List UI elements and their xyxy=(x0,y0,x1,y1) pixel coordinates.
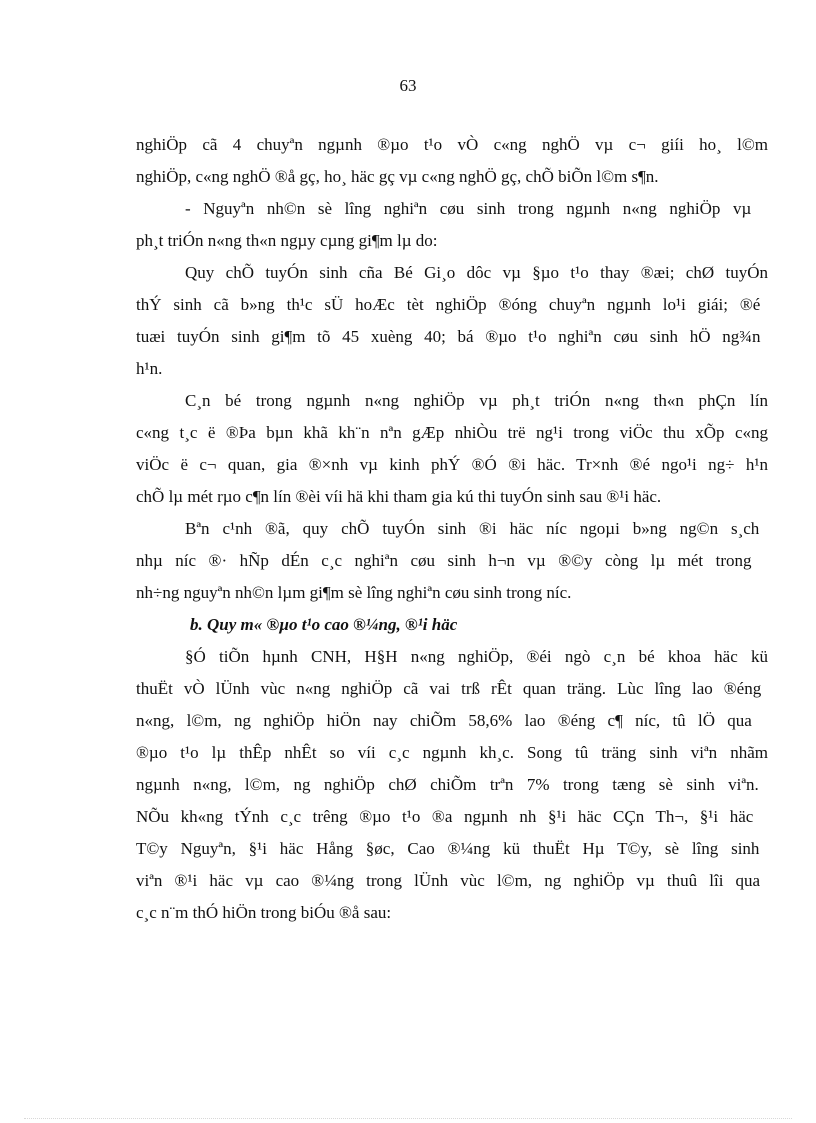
body-line: nghiÖp, c«ng nghÖ ®å gç, ho¸ häc gç vµ c«ng nghÖ gç, chÕ biÕn l©m s¶n. xyxy=(136,167,659,186)
page-number: 63 xyxy=(399,76,417,95)
body-line: NÕu kh«ng tÝnh c¸c trêng ®µo t¹o ®a ngµnh nh §¹i häc CÇn Th¬, §¹i häc xyxy=(136,807,754,826)
body-line: ngµnh n«ng, l©m, ng nghiÖp chØ chiÕm trªn 7% trong tæng sè sinh viªn. xyxy=(136,775,759,794)
body-line: n«ng, l©m, ng nghiÖp hiÖn nay chiÕm 58,6% lao ®éng c¶ níc, tû lÖ qua xyxy=(136,711,752,730)
body-line: c¸c n¨m thÓ hiÖn trong biÓu ®å sau: xyxy=(136,903,392,922)
body-line: ®µo t¹o lµ thÊp nhÊt so víi c¸c ngµnh kh¸c. Song tû träng sinh viªn nhãm xyxy=(136,743,768,762)
body-line: thÝ sinh cã b»ng th¹c sÜ hoÆc tèt nghiÖp ®óng chuyªn ngµnh lo¹i giái; ®é xyxy=(136,295,761,314)
body-line: viªn ®¹i häc vµ cao ®¼ng trong lÜnh vùc l©m, ng nghiÖp vµ thuû lîi qua xyxy=(136,871,761,890)
section-heading: b. Quy m« ®µo t¹o cao ®¼ng, ®¹i häc xyxy=(190,615,458,634)
body-line: Bªn c¹nh ®ã, quy chÕ tuyÓn sinh ®i häc níc ngoµi b»ng ng©n s¸ch xyxy=(185,519,760,538)
body-line: nh÷ng nguyªn nh©n lµm gi¶m sè lîng nghiªn cøu sinh trong níc. xyxy=(136,583,572,602)
body-line: tuæi tuyÓn sinh gi¶m tõ 45 xuèng 40; bá ®µo t¹o nghiªn cøu sinh hÖ ng¾n xyxy=(136,327,761,346)
body-line: ph¸t triÓn n«ng th«n ngµy cµng gi¶m lµ do: xyxy=(136,231,438,250)
body-line: Quy chÕ tuyÓn sinh cña Bé Gi¸o dôc vµ §µo t¹o thay ®æi; chØ tuyÓn xyxy=(185,263,768,282)
body-line: T©y Nguyªn, §¹i häc Hång §øc, Cao ®¼ng kü thuËt Hµ T©y, sè lîng sinh xyxy=(136,839,760,858)
body-line: chÕ lµ mét rµo c¶n lín ®èi víi hä khi tham gia kú thi tuyÓn sinh sau ®¹i häc. xyxy=(136,487,662,506)
body-line: thuËt vÒ lÜnh vùc n«ng nghiÖp cã vai trß rÊt quan träng. Lùc lîng lao ®éng xyxy=(136,679,762,698)
body-line: nghiÖp cã 4 chuyªn ngµnh ®µo t¹o vÒ c«ng nghÖ vµ c¬ giíi ho¸ l©m xyxy=(136,135,768,154)
body-line: C¸n bé trong ngµnh n«ng nghiÖp vµ ph¸t triÓn n«ng th«n phÇn lín xyxy=(185,391,768,410)
body-line: nhµ níc ®· hÑp dÉn c¸c nghiªn cøu sinh h¬n vµ ®©y còng lµ mét trong xyxy=(136,551,752,570)
body-line: c«ng t¸c ë ®Þa bµn khã kh¨n nªn gÆp nhiÒu trë ng¹i trong viÖc thu xÕp c«ng xyxy=(136,423,768,442)
body-line: §Ó tiÕn hµnh CNH, H§H n«ng nghiÖp, ®éi ngò c¸n bé khoa häc kü xyxy=(185,647,768,666)
page-bottom-divider xyxy=(24,1118,792,1119)
body-line: viÖc ë c¬ quan, gia ®×nh vµ kinh phÝ ®Ó ®i häc. Tr×nh ®é ngo¹i ng÷ h¹n xyxy=(136,455,768,474)
body-line: h¹n. xyxy=(136,359,163,378)
body-line: - Nguyªn nh©n sè lîng nghiªn cøu sinh trong ngµnh n«ng nghiÖp vµ xyxy=(185,199,752,218)
